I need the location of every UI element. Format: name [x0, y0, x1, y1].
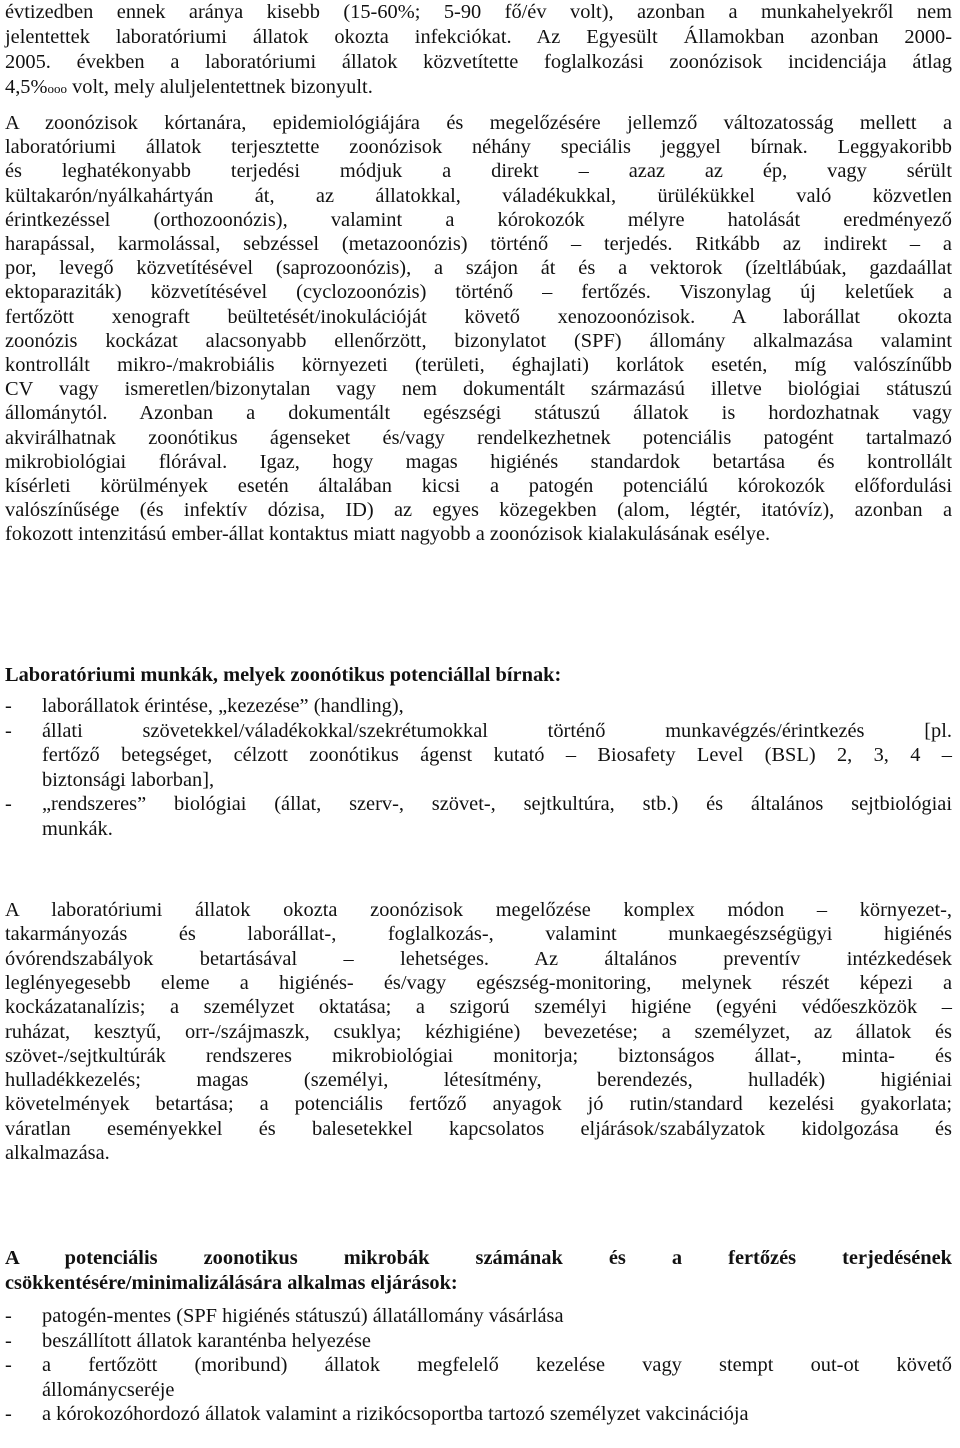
per-mille-suffix: ooo — [47, 81, 67, 96]
paragraph-line: szövet-/sejtkultúrák rendszeres mikrobiológiai monitorja; biztonságos állat-, minta- és — [5, 1045, 952, 1067]
paragraph-line: érintkezéssel (orthozoonózis), valamint a kórokozók mélyre hatolását eredményező — [5, 209, 952, 231]
paragraph-line: váratlan eseményekkel és balesetekkel kapcsolatos eljárások/szabályzatok kidolgozása és — [5, 1118, 952, 1140]
paragraph-text: volt, mely aluljelentettnek bizonyult. — [72, 76, 373, 98]
paragraph-line: fertőzött xenograft beültetését/inokulációját követő xenozoonózisok. A laborállat okozta — [5, 306, 952, 328]
list-item-line: laborállatok érintése, „kezezése” (handling), — [42, 695, 404, 717]
paragraph-line: A laboratóriumi állatok okozta zoonózisok megelőzése komplex módon – környezet-, — [5, 899, 952, 921]
list-item-line: a kórokozóhordozó állatok valamint a rizikócsoportba tartozó személyzet vakcinációja — [42, 1403, 749, 1426]
list-item-line: állománycseréje — [42, 1378, 175, 1401]
list-item-line: a fertőzött (moribund) állatok megfelelő kezelése vagy stempt out-ot követő — [42, 1354, 952, 1377]
paragraph-line: 2005. években a laboratóriumi állatok közvetítette foglalkozási zoonózisok incidenciája átlag — [5, 51, 952, 73]
paragraph-line: kontrollált mikro-/makrobiális környezeti (területi, éghajlati) korlátok esetén, míg valószínűbb — [5, 354, 952, 376]
section-heading: Laboratóriumi munkák, melyek zoonótikus potenciállal bírnak: — [5, 664, 562, 686]
list-bullet: - — [5, 1329, 12, 1352]
paragraph-line: követelmények betartása; a potenciális fertőző anyagok jó rutin/standard kezelési gyakorlata; — [5, 1093, 952, 1115]
paragraph-line — [5, 77, 952, 97]
paragraph-line: A zoonózisok kórtanára, epidemiológiájára és megelőzésére jellemző változatosság mellett a — [5, 112, 952, 134]
paragraph-line: valószínűsége (és infektív dózisa, ID) az egyes közegekben (alom, légtér, itatóvíz), azonban a — [5, 499, 952, 521]
paragraph-line: ruházat, kesztyű, orr-/szájmaszk, csuklya; kézhigiéne) bevezetése; a személyzet, az állatok és — [5, 1021, 952, 1043]
paragraph-line: kockázatanalízis; a személyzet oktatása; a szigorú személyi higiéne (egyéni védőeszközök – — [5, 996, 952, 1018]
paragraph-line: alkalmazása. — [5, 1142, 110, 1164]
paragraph-line: és leghatékonyabb terjedési módjuk a direkt – azaz az ép, vagy sérült — [5, 160, 952, 182]
paragraph-line: ektoparaziták) közvetítésével (cyclozoonózis) történő – fertőzés. Viszonylag új keletűek a — [5, 281, 952, 303]
list-bullet: - — [5, 1403, 12, 1426]
paragraph-line: por, levegő közvetítésével (saprozoonózis), a szájon át és a vektorok (ízeltlábúak, gazdaállat — [5, 257, 952, 279]
list-item-line: biztonsági laborban], — [42, 768, 215, 791]
list-item-line: állati szövetekkel/váladékokkal/szekrétumokkal történő munkavégzés/érintkezés [pl. — [42, 719, 952, 742]
paragraph-line: harapással, karmolással, sebzéssel (metazoonózis) történő – terjedés. Ritkább az indirekt – a — [5, 233, 952, 255]
paragraph-line: zoonózis kockázat alacsonyabb ellenőrzött, bizonylatot (SPF) állomány alkalmazása valamint — [5, 330, 952, 352]
list-item-line: munkák. — [42, 817, 113, 840]
paragraph-line: mikrobiológiai flórával. Igaz, hogy magas higiénés standardok betartása és kontrollált — [5, 451, 952, 473]
paragraph-line: leglényegesebb eleme a higiénés- és/vagy egészség-monitoring, melynek részét képezi a — [5, 972, 952, 994]
paragraph-line: jelentettek laboratóriumi állatok okozta infekciókat. Az Egyesült Államokban azonban 2000- — [5, 26, 952, 48]
list-bullet: - — [5, 719, 12, 742]
paragraph-line: CV vagy ismeretlen/bizonytalan vagy nem dokumentált származású illetve biológiai státuszú — [5, 378, 952, 400]
paragraph-line: akvirálhatnak zoonótikus ágenseket és/vagy rendelkezhetnek potenciális patogént tartalmazó — [5, 427, 952, 449]
incidence-value: 4,5% — [5, 76, 48, 98]
list-bullet: - — [5, 695, 12, 717]
list-item-line: beszállított állatok karanténba helyezése — [42, 1329, 371, 1352]
paragraph-line: takarmányozás és laborállat-, foglalkozás-, valamint munkaegészségügyi higiénés — [5, 923, 952, 945]
section-heading: csökkentésére/minimalizálására alkalmas eljárások: — [5, 1272, 458, 1294]
list-bullet: - — [5, 1305, 12, 1327]
paragraph-line: kísérleti körülmények esetén általában kicsi a patogén potenciálú kórokozók előfordulási — [5, 475, 952, 497]
list-item-line: fertőző betegséget, célzott zoonótikus ágenst kutató – Biosafety Level (BSL) 2, 3, 4 – — [42, 744, 952, 766]
paragraph-line: évtizedben ennek aránya kisebb (15-60%; 5-90 fő/év volt), azonban a munkahelyekről nem — [5, 1, 952, 23]
section-heading: A potenciális zoonotikus mikrobák számának és a fertőzés terjedésének — [5, 1247, 952, 1269]
paragraph-line: fokozott intenzitású ember-állat kontaktus miatt nagyobb a zoonózisok kialakulásának esélye. — [5, 523, 771, 545]
list-bullet: - — [5, 1354, 12, 1377]
paragraph-line: kültakarón/nyálkahártyán át, az állatokkal, váladékukkal, ürülékükkel való közvetlen — [5, 185, 952, 207]
list-item-line: „rendszeres” biológiai (állat, szerv-, szövet-, sejtkultúra, stb.) és általános sejtbiológiai — [42, 793, 952, 815]
paragraph-line: hulladékkezelés; magas (személyi, létesítmény, berendezés, hulladék) higiéniai — [5, 1069, 952, 1091]
list-item-line: patogén-mentes (SPF higiénés státuszú) állatállomány vásárlása — [42, 1305, 564, 1327]
paragraph-line: laboratóriumi állatok terjesztette zoonózisok néhány speciális jeggyel bírnak. Leggyakoribb — [5, 136, 952, 158]
paragraph-line: állománytól. Azonban a dokumentált egészségi státuszú állatok is hordozhatnak vagy — [5, 402, 952, 424]
paragraph-line: óvórendszabályok betartásával – lehetséges. Az általános preventív intézkedések — [5, 948, 952, 970]
list-bullet: - — [5, 793, 12, 815]
